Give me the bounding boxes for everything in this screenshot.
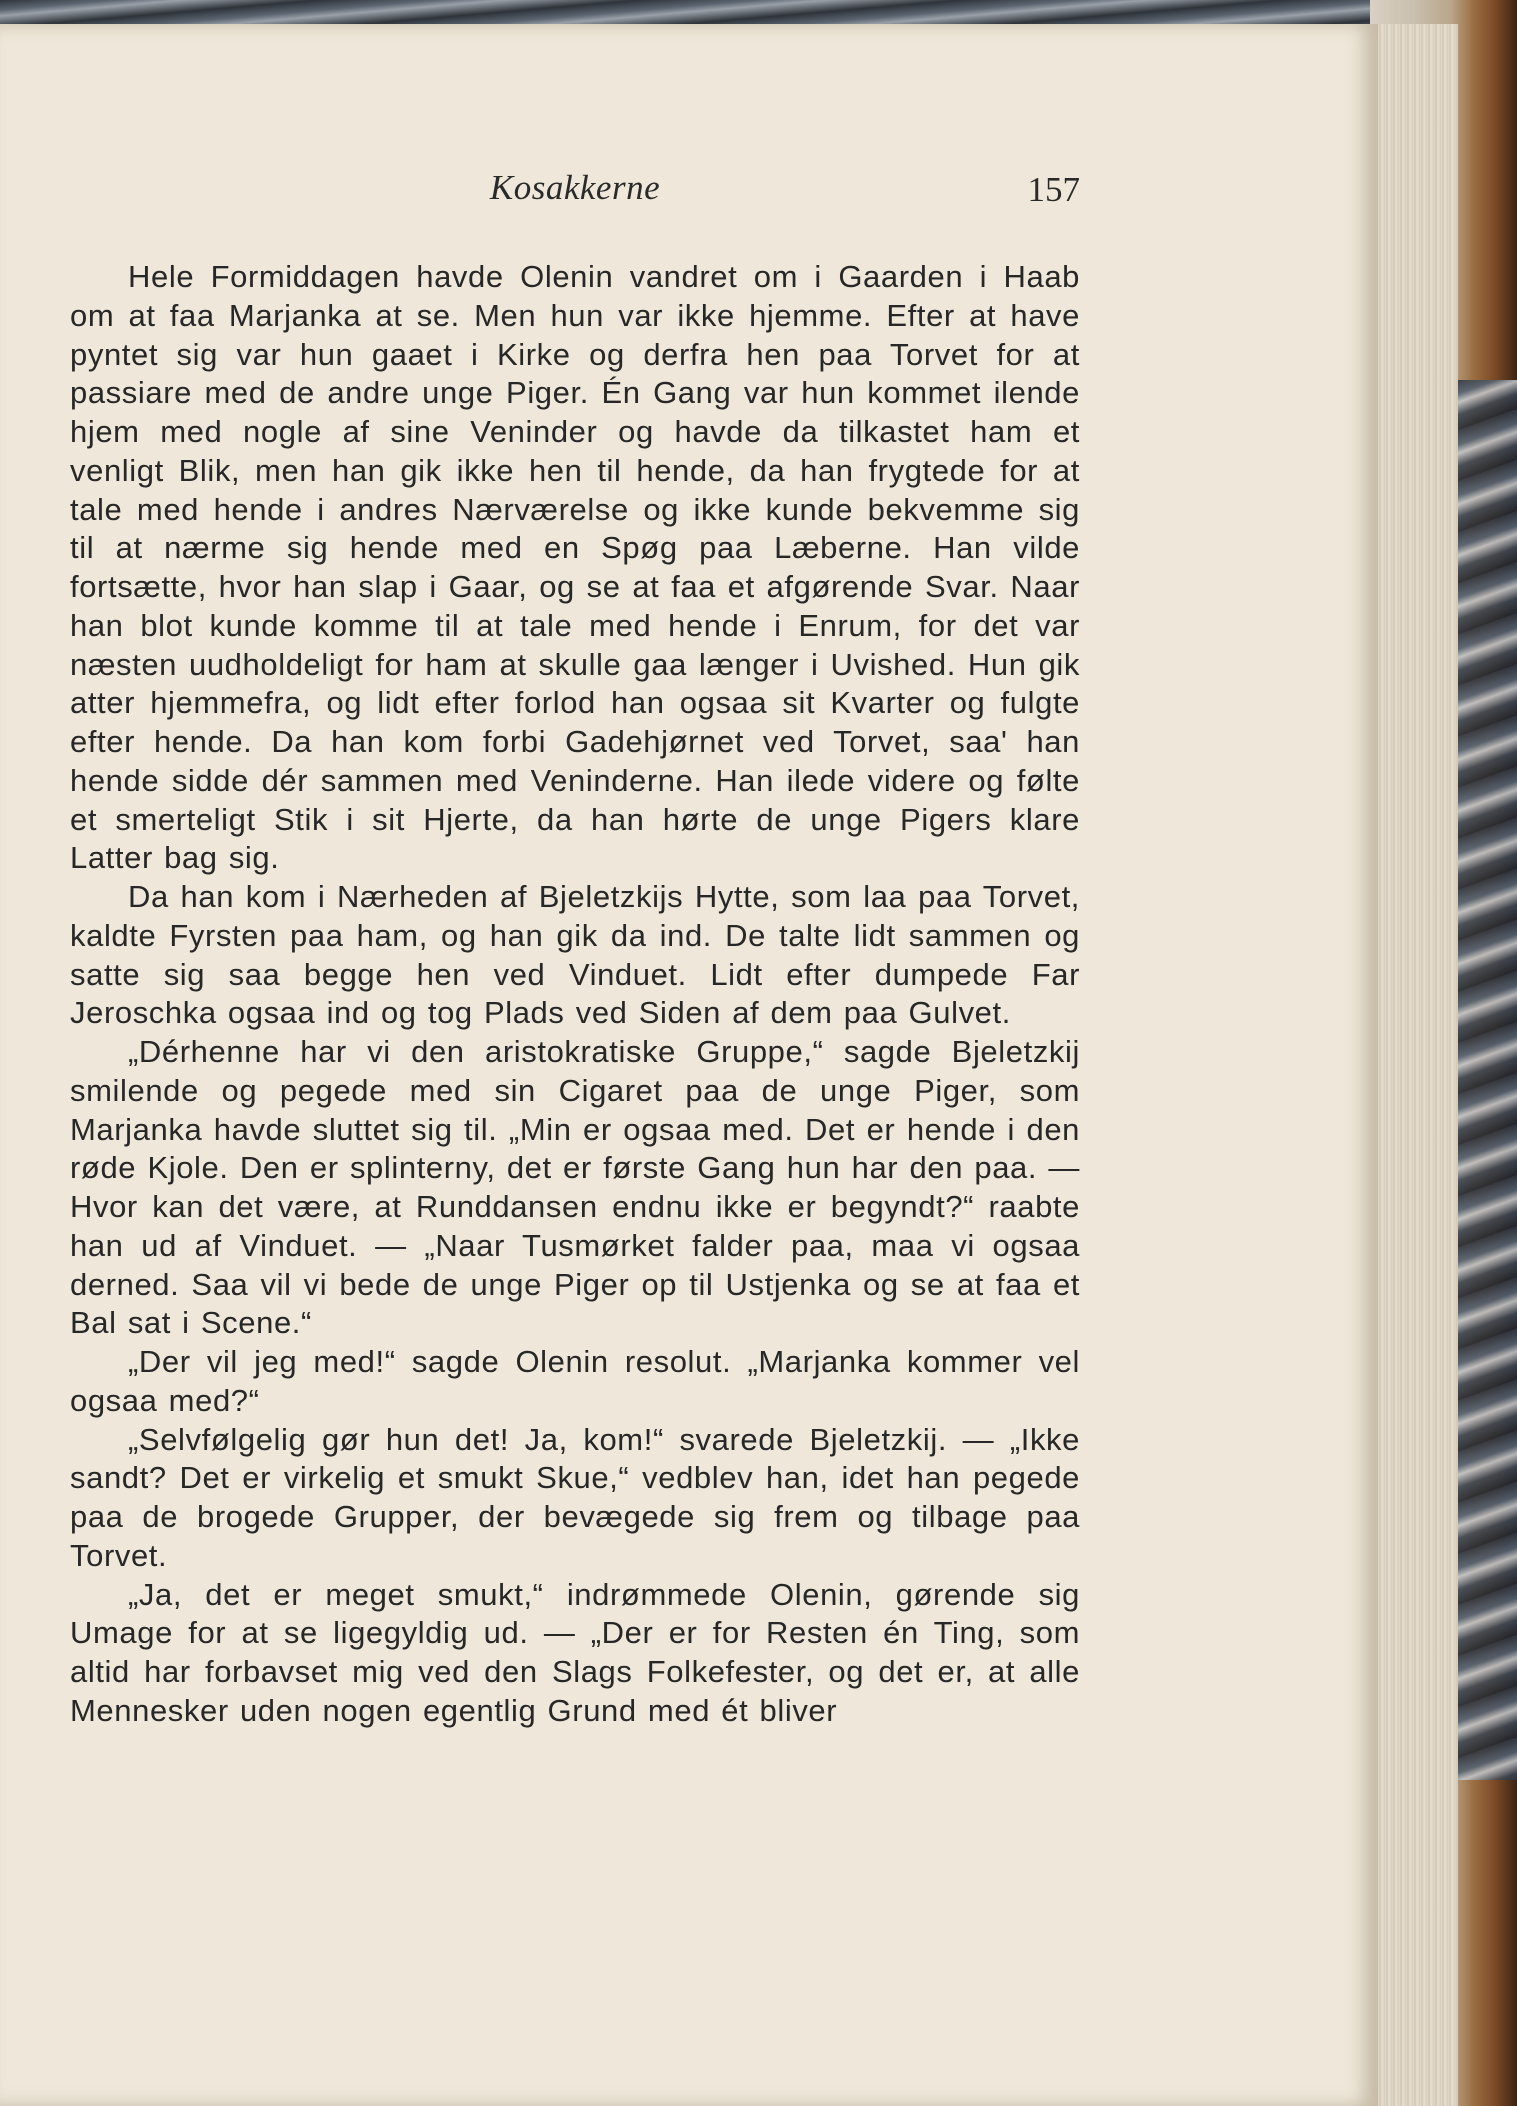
page-number: 157 bbox=[1027, 170, 1080, 209]
page-stack-edges bbox=[1378, 24, 1458, 2106]
marbled-board-top bbox=[0, 0, 1517, 26]
page-header bbox=[70, 168, 1080, 218]
paragraph: Hele Formiddagen havde Olenin vandret om i Gaarden i Haab om at faa Marjanka at se. Men hun var ikke hjemme. Efter at have pyntet sig var hun gaaet i Kirke og derfra hen paa Torvet for at passiare med de andre unge Piger. Én Gang var hun kommet ilende hjem med nogle af sine Veninder og havde da tilkastet ham et venligt Blik, men han gik ikke hen til hende, da han frygtede for at tale med hende i andres Nærværelse og ikke kunde bekvemme sig til at nærme sig hende med en Spøg paa Læberne. Han vilde fortsætte, hvor han slap i Gaar, og se at faa et afgørende Svar. Naar han blot kunde komme til at tale med hende i Enrum, for det var næsten uudholdeligt for ham at skulle gaa længer i Uvished. Hun gik atter hjemmefra, og lidt efter forlod han ogsaa sit Kvarter og fulgte efter hende. Da han kom forbi Gadehjørnet ved Torvet, saa' han hende sidde dér sammen med Veninderne. Han ilede videre og følte et smerteligt Stik i sit Hjerte, da han hørte de unge Pigers klare Latter bag sig. bbox=[70, 259, 1080, 876]
paragraph: „Der vil jeg med!“ sagde Olenin resolut. „Marjanka kommer vel ogsaa med?“ bbox=[70, 1344, 1080, 1418]
marbled-endpaper bbox=[1455, 380, 1517, 1780]
paragraph: „Dérhenne har vi den aristokratiske Gruppe,“ sagde Bjeletzkij smilende og pegede med sin Cigaret paa de unge Piger, som Marjanka havde sluttet sig til. „Min er ogsaa med. Det er hende i den røde Kjole. Den er splinterny, det er første Gang hun har den paa. — Hvor kan det være, at Runddansen endnu ikke er begyndt?“ raabte han ud af Vinduet. — „Naar Tusmørket falder paa, maa vi ogsaa derned. Saa vil vi bede de unge Piger op til Ustjenka og se at faa et Bal sat i Scene.“ bbox=[70, 1034, 1080, 1341]
running-title: Kosakkerne bbox=[489, 168, 661, 207]
paragraph: Da han kom i Nærheden af Bjeletzkijs Hytte, som laa paa Torvet, kaldte Fyrsten paa ham, og han gik da ind. De talte lidt sammen og satte sig saa begge hen ved Vinduet. Lidt efter dumpede Far Jeroschka ogsaa ind og tog Plads ved Siden af dem paa Gulvet. bbox=[70, 879, 1080, 1031]
paragraph: „Ja, det er meget smukt,“ indrømmede Olenin, gørende sig Umage for at se ligegyldig ud. — „Der er for Resten én Ting, som altid har forbavset mig ved den Slags Folkefester, og det er, at alle Mennesker uden nogen egentlig Grund med ét bliver bbox=[70, 1576, 1080, 1728]
paragraph: „Selvfølgelig gør hun det! Ja, kom!“ svarede Bjeletzkij. — „Ikke sandt? Det er virkelig et smukt Skue,“ vedblev han, idet han pegede paa de brogede Grupper, der bevægede sig frem og tilbage paa Torvet. bbox=[70, 1421, 1080, 1573]
body-text bbox=[70, 258, 1080, 1731]
